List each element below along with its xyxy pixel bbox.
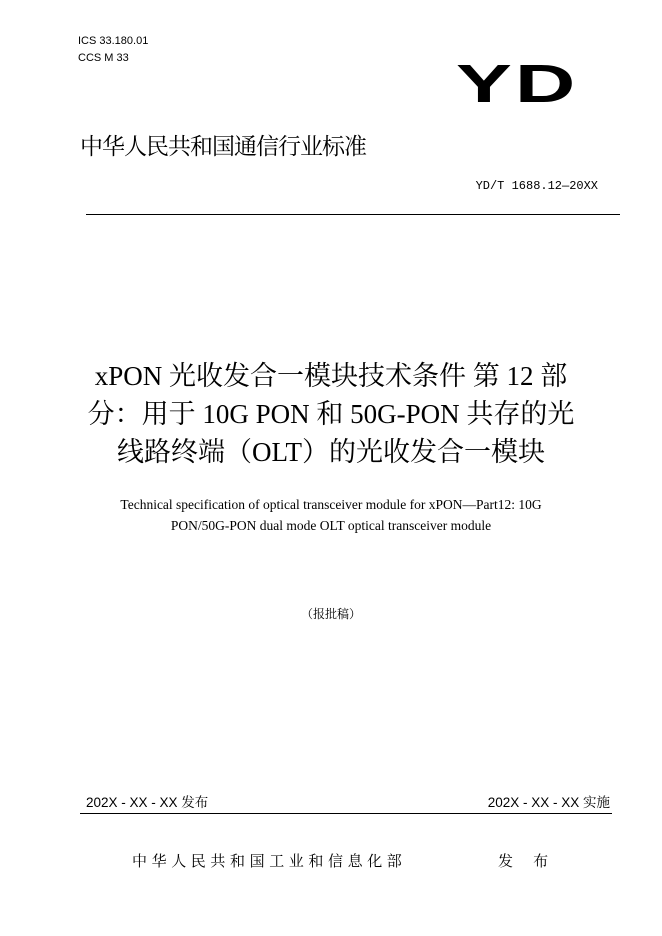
ics-code: ICS 33.180.01 <box>78 35 149 47</box>
yd-logo: YD <box>456 54 579 114</box>
title-english-line: Technical specification of optical transceiver module for xPON—Part12: 10G <box>120 497 542 512</box>
title-english <box>50 494 612 536</box>
title-english-line: PON/50G-PON dual mode OLT optical transceiver module <box>170 518 492 533</box>
ccs-code: CCS M 33 <box>78 52 129 64</box>
title-chinese <box>40 357 622 471</box>
standard-number: YD/T 1688.12—20XX <box>475 179 598 193</box>
title-chinese-line: 线路终端（OLT）的光收发合一模块 <box>116 437 545 467</box>
issuing-authority: 中华人民共和国工业和信息化部 <box>132 853 407 870</box>
standard-name: 中华人民共和国通信行业标准 <box>80 133 366 159</box>
header-rule <box>86 214 620 215</box>
title-chinese-line: xPON 光收发合一模块技术条件 第 12 部 <box>94 361 568 391</box>
title-chinese-line: 分：用于 10G PON 和 50G-PON 共存的光 <box>87 399 575 429</box>
implement-date: 202X - XX - XX 实施 <box>487 795 610 810</box>
footer-rule <box>80 813 612 814</box>
draft-label: （报批稿） <box>300 607 361 621</box>
publish-date: 202X - XX - XX 发布 <box>86 795 209 810</box>
issue-label: 发 布 <box>498 853 557 870</box>
